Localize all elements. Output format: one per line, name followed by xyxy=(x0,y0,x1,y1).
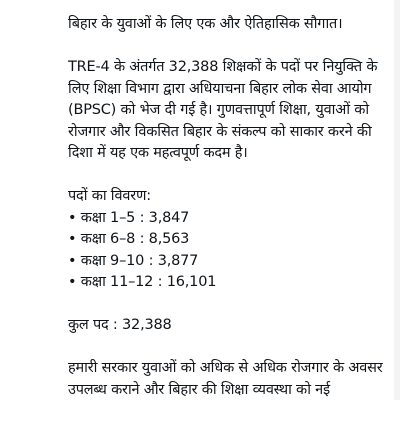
list-item: • कक्षा 6–8 : 8,563 xyxy=(68,231,190,247)
post-body-paragraph: TRE-4 के अंतर्गत 32,388 शिक्षकों के पदों पर नियुक्ति के लिए शिक्षा विभाग द्वारा अधियाचना बिहार लोक सेवा आयोग (BPSC) को भेज दी गई है। गुणवत्तापूर्ण शिक्षा, युवाओं को रोजगार और विकसित बिहार के संकल्प को साकार करने की दिशा में यह एक महत्वपूर्ण कदम है। xyxy=(68,59,378,161)
list-item: • कक्षा 11–12 : 16,101 xyxy=(68,274,217,290)
post-headline: बिहार के युवाओं के लिए एक और ऐतिहासिक सौगात। xyxy=(68,16,343,32)
list-item: • कक्षा 1–5 : 3,847 xyxy=(68,209,190,226)
scrollbar[interactable] xyxy=(394,0,400,400)
total-posts: कुल पद : 32,388 xyxy=(68,317,172,333)
details-list xyxy=(68,208,388,294)
list-item: • कक्षा 9–10 : 3,877 xyxy=(68,252,199,269)
post-text xyxy=(68,14,388,423)
post-closing-paragraph: हमारी सरकार युवाओं को अधिक से अधिक रोजगार के अवसर उपलब्ध कराने और बिहार की शिक्षा व्यवस्था को नई xyxy=(68,360,383,398)
details-heading: पदों का विवरण: xyxy=(68,188,151,204)
